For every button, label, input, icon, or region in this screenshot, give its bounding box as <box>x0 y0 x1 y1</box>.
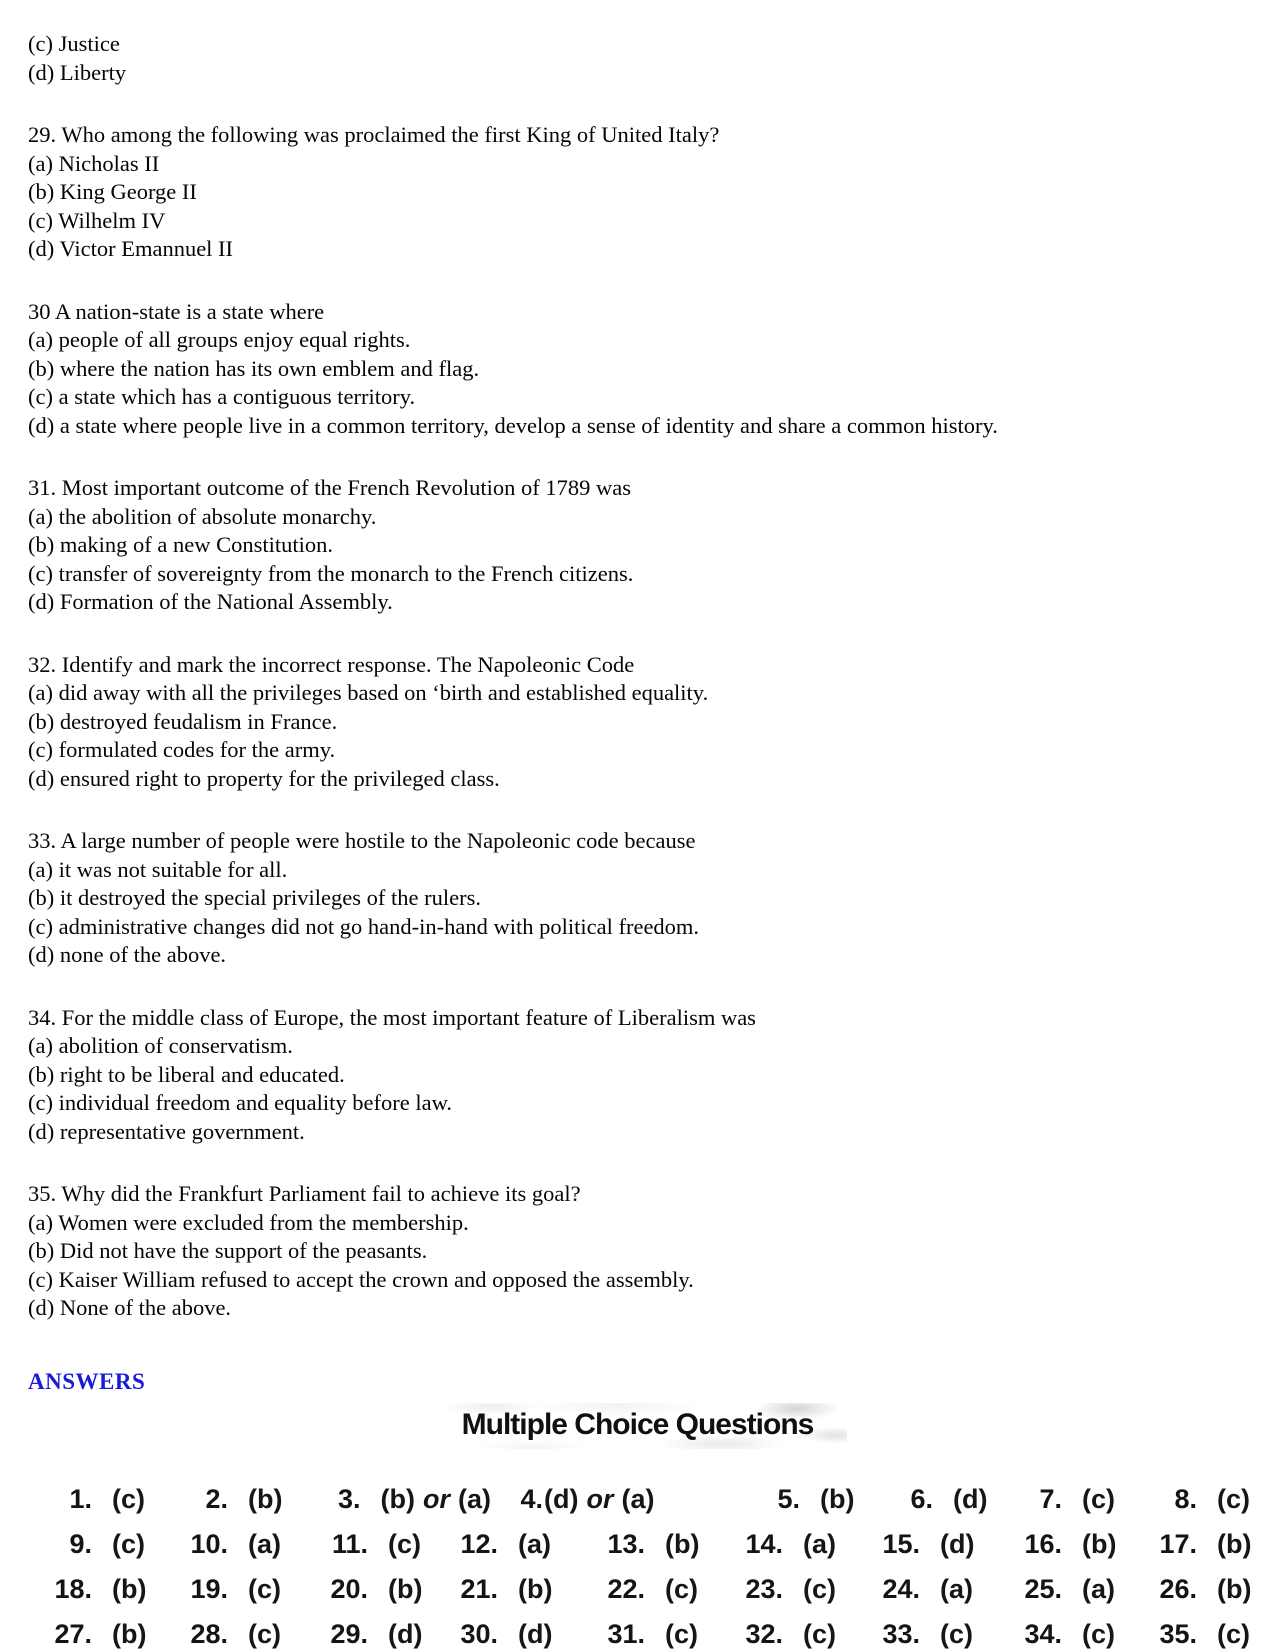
answer-number: 22. <box>607 1573 645 1604</box>
answer-cell-6 <box>881 1484 1010 1515</box>
answer-number: 25. <box>1024 1573 1062 1604</box>
option-line: (d) Liberty <box>28 59 127 85</box>
answer-letter: (a) <box>940 1573 973 1604</box>
answer-cell-2 <box>176 1484 316 1515</box>
answer-cell-15 <box>868 1529 1010 1560</box>
question-30 <box>28 298 1275 441</box>
option-line: (d) none of the above. <box>28 942 227 967</box>
answer-letter: (a) <box>803 1528 836 1559</box>
answer-number: 16. <box>1024 1528 1062 1559</box>
answer-number: 2. <box>205 1483 228 1514</box>
answer-row-2 <box>0 1522 1275 1567</box>
answer-letter: (c) <box>112 1483 145 1514</box>
answer-cell-30 <box>446 1619 593 1650</box>
answer-cell-3 <box>316 1484 491 1515</box>
answer-cell-9 <box>40 1529 176 1560</box>
answer-letter: (b) <box>248 1483 283 1514</box>
option-line: (d) ensured right to property for the privileged class. <box>28 765 500 791</box>
option-line: (c) Kaiser William refused to accept the crown and opposed the assembly. <box>28 1266 694 1292</box>
answer-number: 21. <box>460 1573 498 1604</box>
option-line: (a) it was not suitable for all. <box>28 856 288 882</box>
answer-letter: (c) <box>803 1618 836 1649</box>
answer-cell-24 <box>868 1574 1010 1605</box>
answer-number: 20. <box>330 1573 368 1604</box>
option-line: (c) administrative changes did not go hand-in-hand with political freedom. <box>28 913 700 939</box>
answer-row-1 <box>0 1477 1275 1522</box>
answer-number: 10. <box>190 1528 228 1559</box>
answer-number: 23. <box>745 1573 783 1604</box>
answer-cell-26 <box>1145 1574 1275 1605</box>
answer-letter: (a) <box>518 1528 551 1559</box>
option-line: (a) Women were excluded from the membership. <box>28 1209 469 1235</box>
answer-cell-32 <box>731 1619 868 1650</box>
answer-row-4 <box>0 1612 1275 1650</box>
answer-key-title: Multiple Choice Questions <box>428 1403 848 1449</box>
answer-cell-14 <box>731 1529 868 1560</box>
option-line: (c) formulated codes for the army. <box>28 737 336 762</box>
answer-cell-34 <box>1010 1619 1145 1650</box>
answer-letter: (b) <box>1217 1573 1252 1604</box>
answer-number: 28. <box>190 1618 228 1649</box>
answer-letter: (a) <box>248 1528 281 1559</box>
option-line: (c) transfer of sovereignty from the monarch to the French citizens. <box>28 560 634 586</box>
answer-cell-22 <box>593 1574 731 1605</box>
answer-or: or <box>423 1483 450 1514</box>
answer-number: 9. <box>69 1528 92 1559</box>
answer-letter: (c) <box>1082 1483 1115 1514</box>
answer-alt: (a) <box>458 1483 491 1514</box>
answer-number: 14. <box>745 1528 783 1559</box>
answer-letter: (c) <box>1217 1618 1250 1649</box>
answer-key-title-row <box>0 1403 1275 1449</box>
answer-number: 1. <box>69 1483 92 1514</box>
answers-heading: ANSWERS <box>28 1368 146 1394</box>
option-line: (c) Justice <box>28 31 120 56</box>
option-line: (b) destroyed feudalism in France. <box>28 708 338 734</box>
option-line: (d) representative government. <box>28 1118 305 1144</box>
answer-number: 4. <box>520 1483 543 1514</box>
question-text: 31. Most important outcome of the French Revolution of 1789 was <box>28 475 632 500</box>
option-line: (c) Wilhelm IV <box>28 207 166 233</box>
option-line: (b) where the nation has its own emblem and flag. <box>28 355 480 381</box>
answer-letter: (c) <box>1217 1483 1250 1514</box>
answer-letter: (d) <box>388 1618 423 1649</box>
question-text: 29. Who among the following was proclaimed the first King of United Italy? <box>28 122 720 147</box>
answer-cell-8 <box>1145 1484 1275 1515</box>
option-line: (b) Did not have the support of the peasants. <box>28 1238 428 1263</box>
answer-cell-19 <box>176 1574 316 1605</box>
answer-cell-33 <box>868 1619 1010 1650</box>
option-line: (c) a state which has a contiguous territory. <box>28 384 416 409</box>
answer-row-3 <box>0 1567 1275 1612</box>
answer-letter: (b) <box>518 1573 553 1604</box>
answer-cell-17 <box>1145 1529 1275 1560</box>
answer-letter: (c) <box>665 1618 698 1649</box>
answer-or: or <box>586 1483 614 1514</box>
answer-number: 11. <box>331 1528 368 1559</box>
answer-cell-1 <box>40 1484 176 1515</box>
answer-number: 18. <box>54 1573 92 1604</box>
question-text: 34. For the middle class of Europe, the most important feature of Liberalism was <box>28 1004 756 1030</box>
answer-cell-31 <box>593 1619 731 1650</box>
answer-cell-13 <box>593 1529 731 1560</box>
answer-number: 13. <box>607 1528 645 1559</box>
answer-cell-25 <box>1010 1574 1145 1605</box>
answer-alt: (a) <box>621 1483 655 1514</box>
option-line: (a) Nicholas II <box>28 150 160 176</box>
answer-letter: (c) <box>248 1573 281 1604</box>
question-text: 30 A nation-state is a state where <box>28 298 325 324</box>
answer-letter: (b) <box>1082 1528 1117 1559</box>
answer-letter: (b) <box>112 1618 147 1649</box>
answer-letter: (d) <box>518 1618 553 1649</box>
answer-number: 24. <box>882 1573 920 1604</box>
answer-letter: (b) <box>112 1573 147 1604</box>
question-text: 33. A large number of people were hostile to the Napoleonic code because <box>28 828 696 853</box>
answer-letter: (c) <box>388 1528 421 1559</box>
answer-cell-7 <box>1010 1484 1145 1515</box>
answer-key-panel <box>0 1403 1275 1650</box>
option-line: (b) making of a new Constitution. <box>28 532 333 557</box>
answer-cell-29 <box>316 1619 446 1650</box>
answer-number: 31. <box>607 1618 645 1649</box>
question-34 <box>28 1004 1275 1147</box>
answer-cell-21 <box>446 1574 593 1605</box>
answer-letter: (d) <box>544 1483 579 1514</box>
option-line: (b) it destroyed the special privileges of the rulers. <box>28 885 481 910</box>
option-line: (d) None of the above. <box>28 1295 232 1320</box>
answer-cell-35 <box>1145 1619 1275 1650</box>
answer-number: 6. <box>910 1483 933 1514</box>
answer-cell-5 <box>748 1484 881 1515</box>
answer-letter: (c) <box>665 1573 698 1604</box>
question-text: 35. Why did the Frankfurt Parliament fail to achieve its goal? <box>28 1181 581 1206</box>
answer-letter: (b) <box>820 1483 855 1514</box>
answer-number: 15. <box>882 1528 920 1559</box>
answer-cell-28 <box>176 1619 316 1650</box>
answer-number: 29. <box>330 1618 368 1649</box>
option-line: (a) did away with all the privileges based on ‘birth and established equality. <box>28 680 709 705</box>
answer-number: 30. <box>460 1618 498 1649</box>
question-29 <box>28 121 1275 264</box>
answer-number: 19. <box>190 1573 228 1604</box>
answer-number: 12. <box>460 1528 498 1559</box>
answer-cell-18 <box>40 1574 176 1605</box>
answer-letter: (d) <box>940 1528 975 1559</box>
answer-cell-4 <box>491 1484 748 1515</box>
answer-cell-12 <box>446 1529 593 1560</box>
answer-cell-11 <box>316 1529 446 1560</box>
answer-number: 32. <box>745 1618 783 1649</box>
option-line: (d) a state where people live in a common territory, develop a sense of identity and share a common history. <box>28 412 998 438</box>
option-line: (a) abolition of conservatism. <box>28 1033 293 1058</box>
answer-letter: (c) <box>940 1618 973 1649</box>
option-line: (d) Formation of the National Assembly. <box>28 589 393 614</box>
question-33 <box>28 827 1275 970</box>
answer-number: 5. <box>777 1483 800 1514</box>
answer-number: 34. <box>1024 1618 1062 1649</box>
option-line: (b) right to be liberal and educated. <box>28 1061 345 1087</box>
answer-letter: (a) <box>1082 1573 1115 1604</box>
question-35 <box>28 1180 1275 1323</box>
answer-letter: (c) <box>1082 1618 1115 1649</box>
answer-number: 33. <box>882 1618 920 1649</box>
answer-number: 27. <box>54 1618 92 1649</box>
answer-number: 8. <box>1174 1483 1197 1514</box>
question-32 <box>28 651 1275 794</box>
previous-question-options <box>28 30 1275 87</box>
answer-number: 26. <box>1159 1573 1197 1604</box>
answer-cell-23 <box>731 1574 868 1605</box>
answer-letter: (c) <box>112 1528 145 1559</box>
option-line: (d) Victor Emannuel II <box>28 236 234 261</box>
answer-number: 17. <box>1159 1528 1197 1559</box>
option-line: (b) King George II <box>28 179 197 204</box>
answer-letter: (d) <box>953 1483 988 1514</box>
question-text: 32. Identify and mark the incorrect response. The Napoleonic Code <box>28 651 635 677</box>
answer-number: 3. <box>337 1483 361 1514</box>
answer-letter: (b) <box>380 1483 415 1514</box>
answer-cell-27 <box>40 1619 176 1650</box>
answer-cell-20 <box>316 1574 446 1605</box>
option-line: (a) the abolition of absolute monarchy. <box>28 503 377 529</box>
answer-number: 35. <box>1159 1618 1197 1649</box>
answer-number: 7. <box>1039 1483 1062 1514</box>
answer-letter: (b) <box>1217 1528 1252 1559</box>
answer-letter: (c) <box>803 1573 836 1604</box>
answer-letter: (b) <box>665 1528 700 1559</box>
answer-letter: (c) <box>248 1618 281 1649</box>
answer-cell-10 <box>176 1529 316 1560</box>
option-line: (a) people of all groups enjoy equal rights. <box>28 327 411 352</box>
answer-cell-16 <box>1010 1529 1145 1560</box>
option-line: (c) individual freedom and equality before law. <box>28 1090 452 1115</box>
question-31 <box>28 474 1275 617</box>
answer-letter: (b) <box>388 1573 423 1604</box>
